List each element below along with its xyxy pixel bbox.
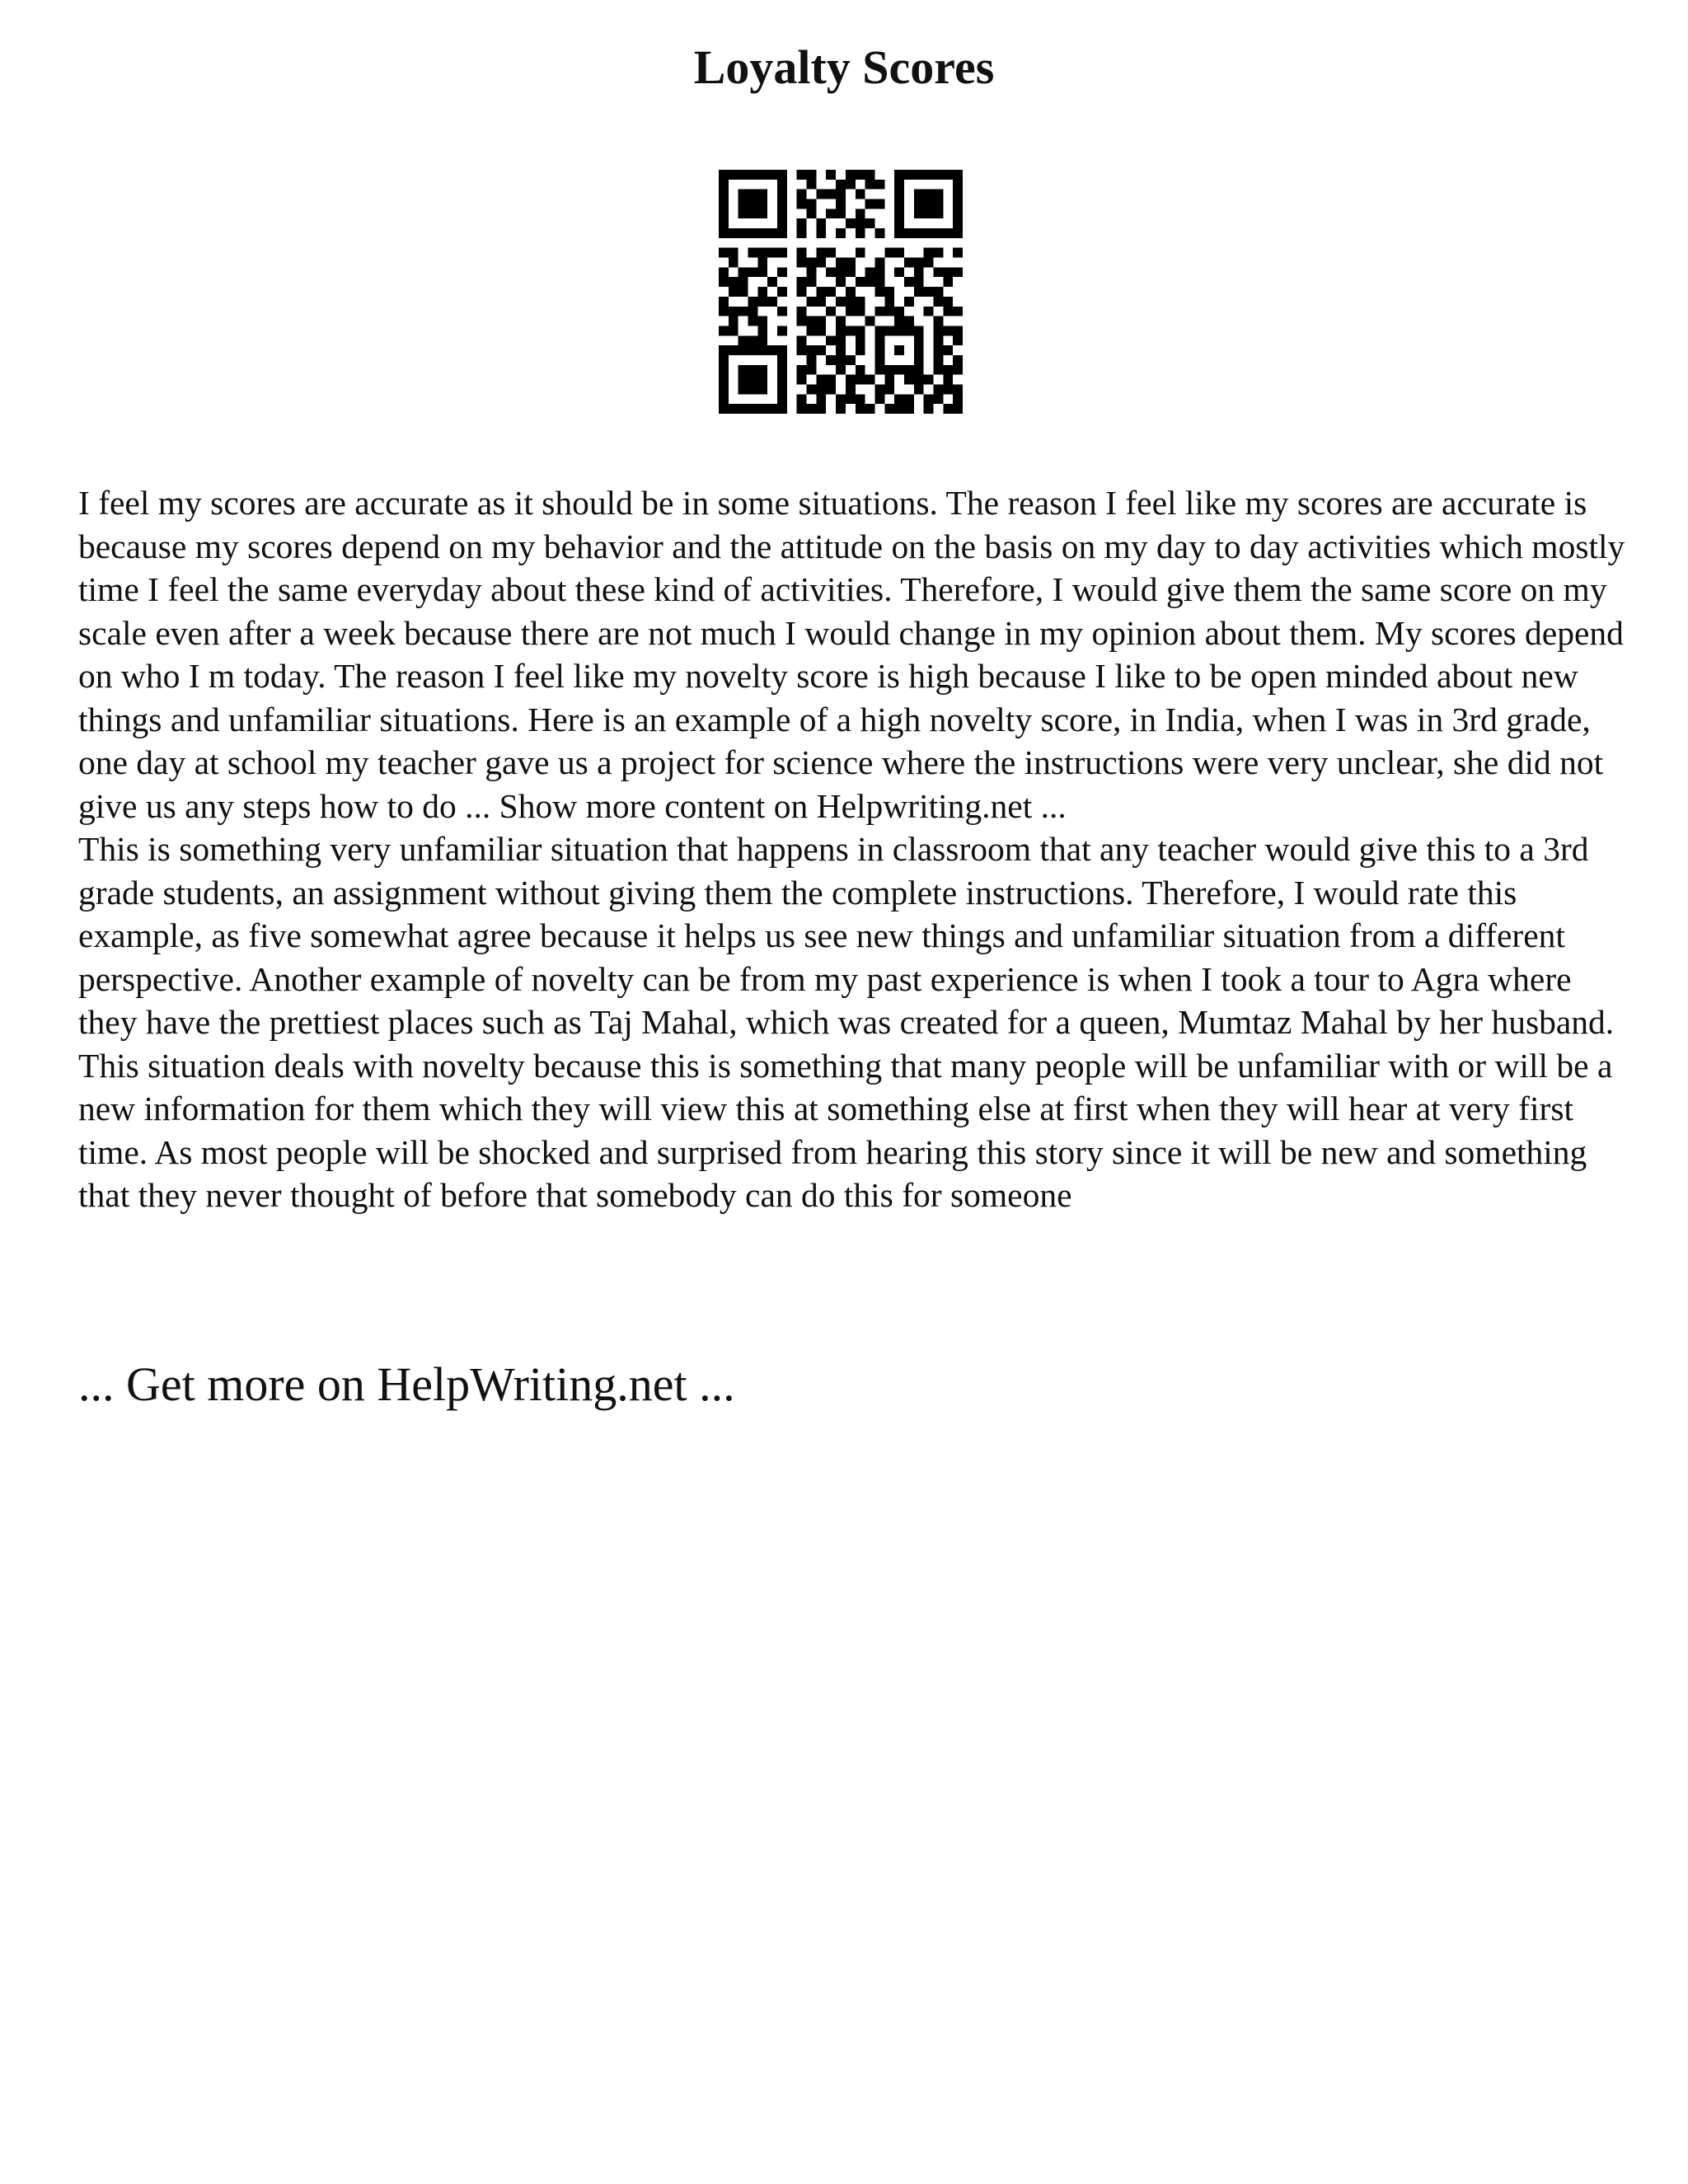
body-text bbox=[78, 481, 1628, 1217]
body-paragraph-2: This is something very unfamiliar situation that happens in classroom that any teacher would give this to a 3rd grade students, an assignment without giving them the complete instructions. Therefore, I would rate this example, as five somewhat agree because it helps us see new things and unfamiliar situation from a different perspective. Another example of novelty can be from my past experience is when I took a tour to Agra where they have the prettiest places such as Taj Mahal, which was created for a queen, Mumtaz Mahal by her husband. This situation deals with novelty because this is something that many people will be unfamiliar with or will be a new information for them which they will view this at something else at first when they will hear at very first time. As most people will be shocked and surprised from hearing this story since it will be new and something that they never thought of before that somebody can do this for someone bbox=[78, 830, 1615, 1214]
get-more-link[interactable]: ... Get more on HelpWriting.net ... bbox=[78, 1357, 735, 1411]
body-paragraph-1: I feel my scores are accurate as it should be in some situations. The reason I feel like my scores are accurate is because my scores depend on my behavior and the attitude on the basis on my day to day activities which mostly time I feel the same everyday about these kind of activities. Therefore, I would give them the same score on my scale even after a week because there are not much I would change in my opinion about them. My scores depend on who I m today. The reason I feel like my novelty score is high because I like to be open minded about new things and unfamiliar situations. Here is an example of a high novelty score, in India, when I was in 3rd grade, one day at school my teacher gave us a project for science where the instructions were very unclear, she did not give us any steps how to do ... Show more content on Helpwriting.net ... bbox=[78, 484, 1625, 825]
qr-code-icon bbox=[719, 170, 963, 414]
page-title: Loyalty Scores bbox=[693, 40, 995, 94]
